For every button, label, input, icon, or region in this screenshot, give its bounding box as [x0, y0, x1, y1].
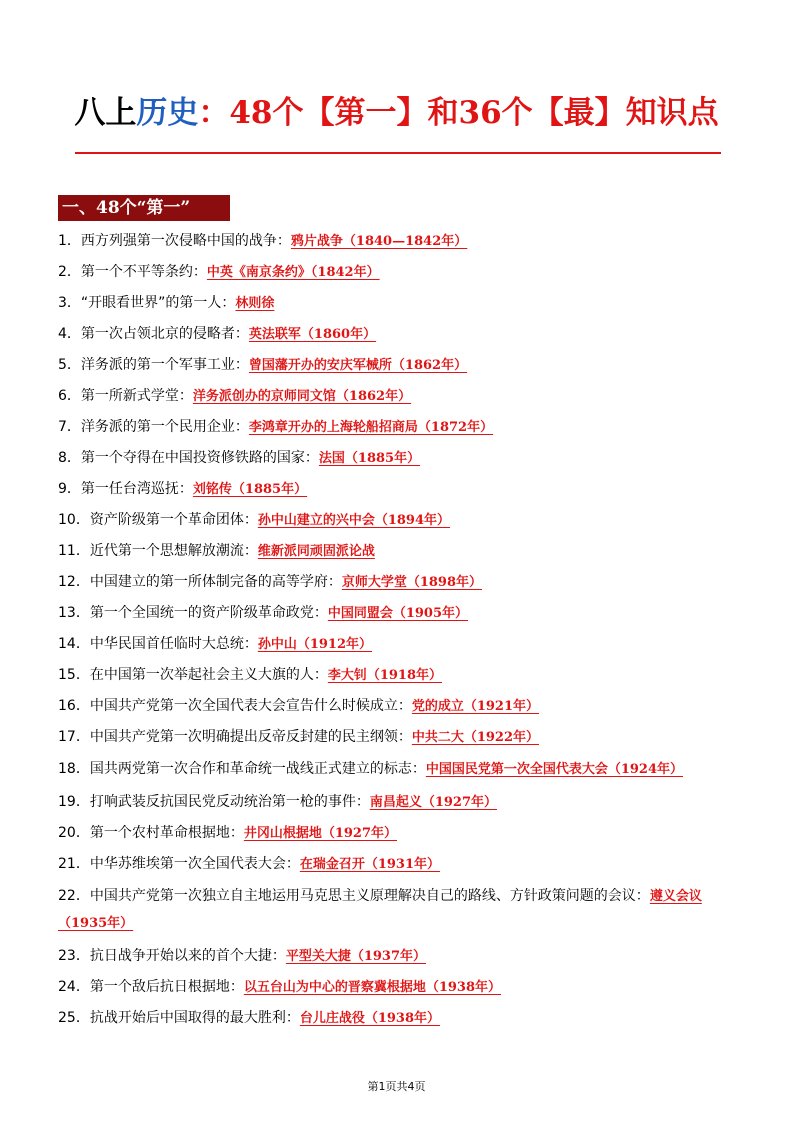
section-header: 一、48个“第一”: [58, 195, 230, 221]
list-item: [58, 257, 740, 288]
item-question: 3．“开眼看世界”的第一人：: [58, 295, 236, 311]
item-question: 18．国共两党第一次合作和革命统一战线正式建立的标志：: [58, 761, 426, 777]
list-item: [58, 536, 740, 567]
list-item: [58, 226, 740, 257]
title-divider: [75, 152, 721, 154]
item-question: 4．第一次占领北京的侵略者：: [58, 326, 249, 342]
item-answer: 以五台山为中心的晋察冀根据地（1938年）: [243, 980, 502, 995]
item-answer: 维新派同顽固派论战: [257, 544, 375, 559]
item-question: 15．在中国第一次举起社会主义大旗的人：: [58, 667, 328, 683]
item-question: 25．抗战开始后中国取得的最大胜利：: [58, 1010, 300, 1026]
list-item: [58, 598, 740, 629]
item-answer: 井冈山根据地（1927年）: [243, 826, 398, 841]
item-answer: 中共二大（1922年）: [411, 730, 540, 745]
item-answer: 遵义会议（1935年）: [58, 889, 702, 931]
title-topic: ：48个【第一】和36个【最】知识点: [198, 95, 719, 131]
item-answer: 林则徐: [235, 296, 275, 311]
item-question: 24．第一个敌后抗日根据地：: [58, 979, 244, 995]
item-question: 14．中华民国首任临时大总统：: [58, 636, 258, 652]
item-answer: 刘铭传（1885年）: [192, 482, 308, 497]
list-item: [58, 381, 740, 412]
item-answer: 孙中山建立的兴中会（1894年）: [257, 513, 451, 528]
list-item: [58, 691, 740, 722]
item-question: 20．第一个农村革命根据地：: [58, 825, 244, 841]
item-answer: 英法联军（1860年）: [248, 327, 377, 342]
list-item: [58, 474, 740, 505]
item-answer: 洋务派创办的京师同文馆（1862年）: [192, 389, 412, 404]
item-answer: 党的成立（1921年）: [411, 699, 540, 714]
item-answer: 京师大学堂（1898年）: [341, 575, 483, 590]
list-item: [58, 412, 740, 443]
item-question: 1．西方列强第一次侵略中国的战争：: [58, 233, 291, 249]
list-item: [58, 941, 740, 972]
item-answer: 南昌起义（1927年）: [369, 795, 498, 810]
item-answer: 中英《南京条约》（1842年）: [206, 265, 380, 280]
list-item: [58, 972, 740, 1003]
item-answer: 在瑞金召开（1931年）: [299, 857, 441, 872]
item-answer: 台儿庄战役（1938年）: [299, 1011, 441, 1026]
item-question: 9．第一任台湾巡抚：: [58, 481, 193, 497]
list-item: [58, 787, 740, 818]
page-footer: 第1页共4页: [367, 1080, 426, 1093]
item-answer: 中国同盟会（1905年）: [327, 606, 469, 621]
list-item: [58, 567, 740, 598]
item-question: 11．近代第一个思想解放潮流：: [58, 543, 258, 559]
list-item: [58, 319, 740, 350]
item-answer: 平型关大捷（1937年）: [285, 949, 427, 964]
list-item: [58, 505, 740, 536]
list-item: [58, 443, 740, 474]
item-answer: 法国（1885年）: [318, 451, 421, 466]
list-item: [58, 722, 740, 753]
item-answer: 李大钊（1918年）: [327, 668, 443, 683]
item-answer: 鸦片战争（1840—1842年）: [290, 234, 468, 249]
item-answer: 中国国民党第一次全国代表大会（1924年）: [425, 762, 684, 777]
list-item: [58, 660, 740, 691]
knowledge-list: [58, 226, 740, 1034]
item-question: 13．第一个全国统一的资产阶级革命政党：: [58, 605, 328, 621]
item-question: 6．第一所新式学堂：: [58, 388, 193, 404]
list-item: [58, 288, 740, 319]
list-item: [58, 350, 740, 381]
item-question: 16．中国共产党第一次全国代表大会宣告什么时候成立：: [58, 698, 412, 714]
list-item: [58, 818, 740, 849]
item-answer: 李鸿章开办的上海轮船招商局（1872年）: [248, 420, 494, 435]
title-subject: 历史: [136, 95, 199, 131]
item-answer: 孙中山（1912年）: [257, 637, 373, 652]
title-grade: 八上: [74, 95, 137, 131]
item-question: 19．打响武装反抗国民党反动统治第一枪的事件：: [58, 794, 370, 810]
page-title: [0, 88, 793, 138]
item-question: 23．抗日战争开始以来的首个大捷：: [58, 948, 286, 964]
item-question: 21．中华苏维埃第一次全国代表大会：: [58, 856, 300, 872]
list-item: [58, 629, 740, 660]
list-item: [58, 849, 740, 880]
list-item: [58, 880, 740, 937]
item-answer: 曾国藩开办的安庆军械所（1862年）: [248, 358, 468, 373]
item-question: 17．中国共产党第一次明确提出反帝反封建的民主纲领：: [58, 729, 412, 745]
item-question: 22．中国共产党第一次独立自主地运用马克思主义原理解决自己的路线、方针政策问题的会议：: [58, 888, 650, 904]
list-item: [58, 1003, 740, 1034]
item-question: 5．洋务派的第一个军事工业：: [58, 357, 249, 373]
item-question: 2．第一个不平等条约：: [58, 264, 207, 280]
item-question: 10．资产阶级第一个革命团体：: [58, 512, 258, 528]
item-question: 7．洋务派的第一个民用企业：: [58, 419, 249, 435]
item-question: 8．第一个夺得在中国投资修铁路的国家：: [58, 450, 319, 466]
list-item: [58, 753, 740, 783]
item-question: 12．中国建立的第一所体制完备的高等学府：: [58, 574, 342, 590]
